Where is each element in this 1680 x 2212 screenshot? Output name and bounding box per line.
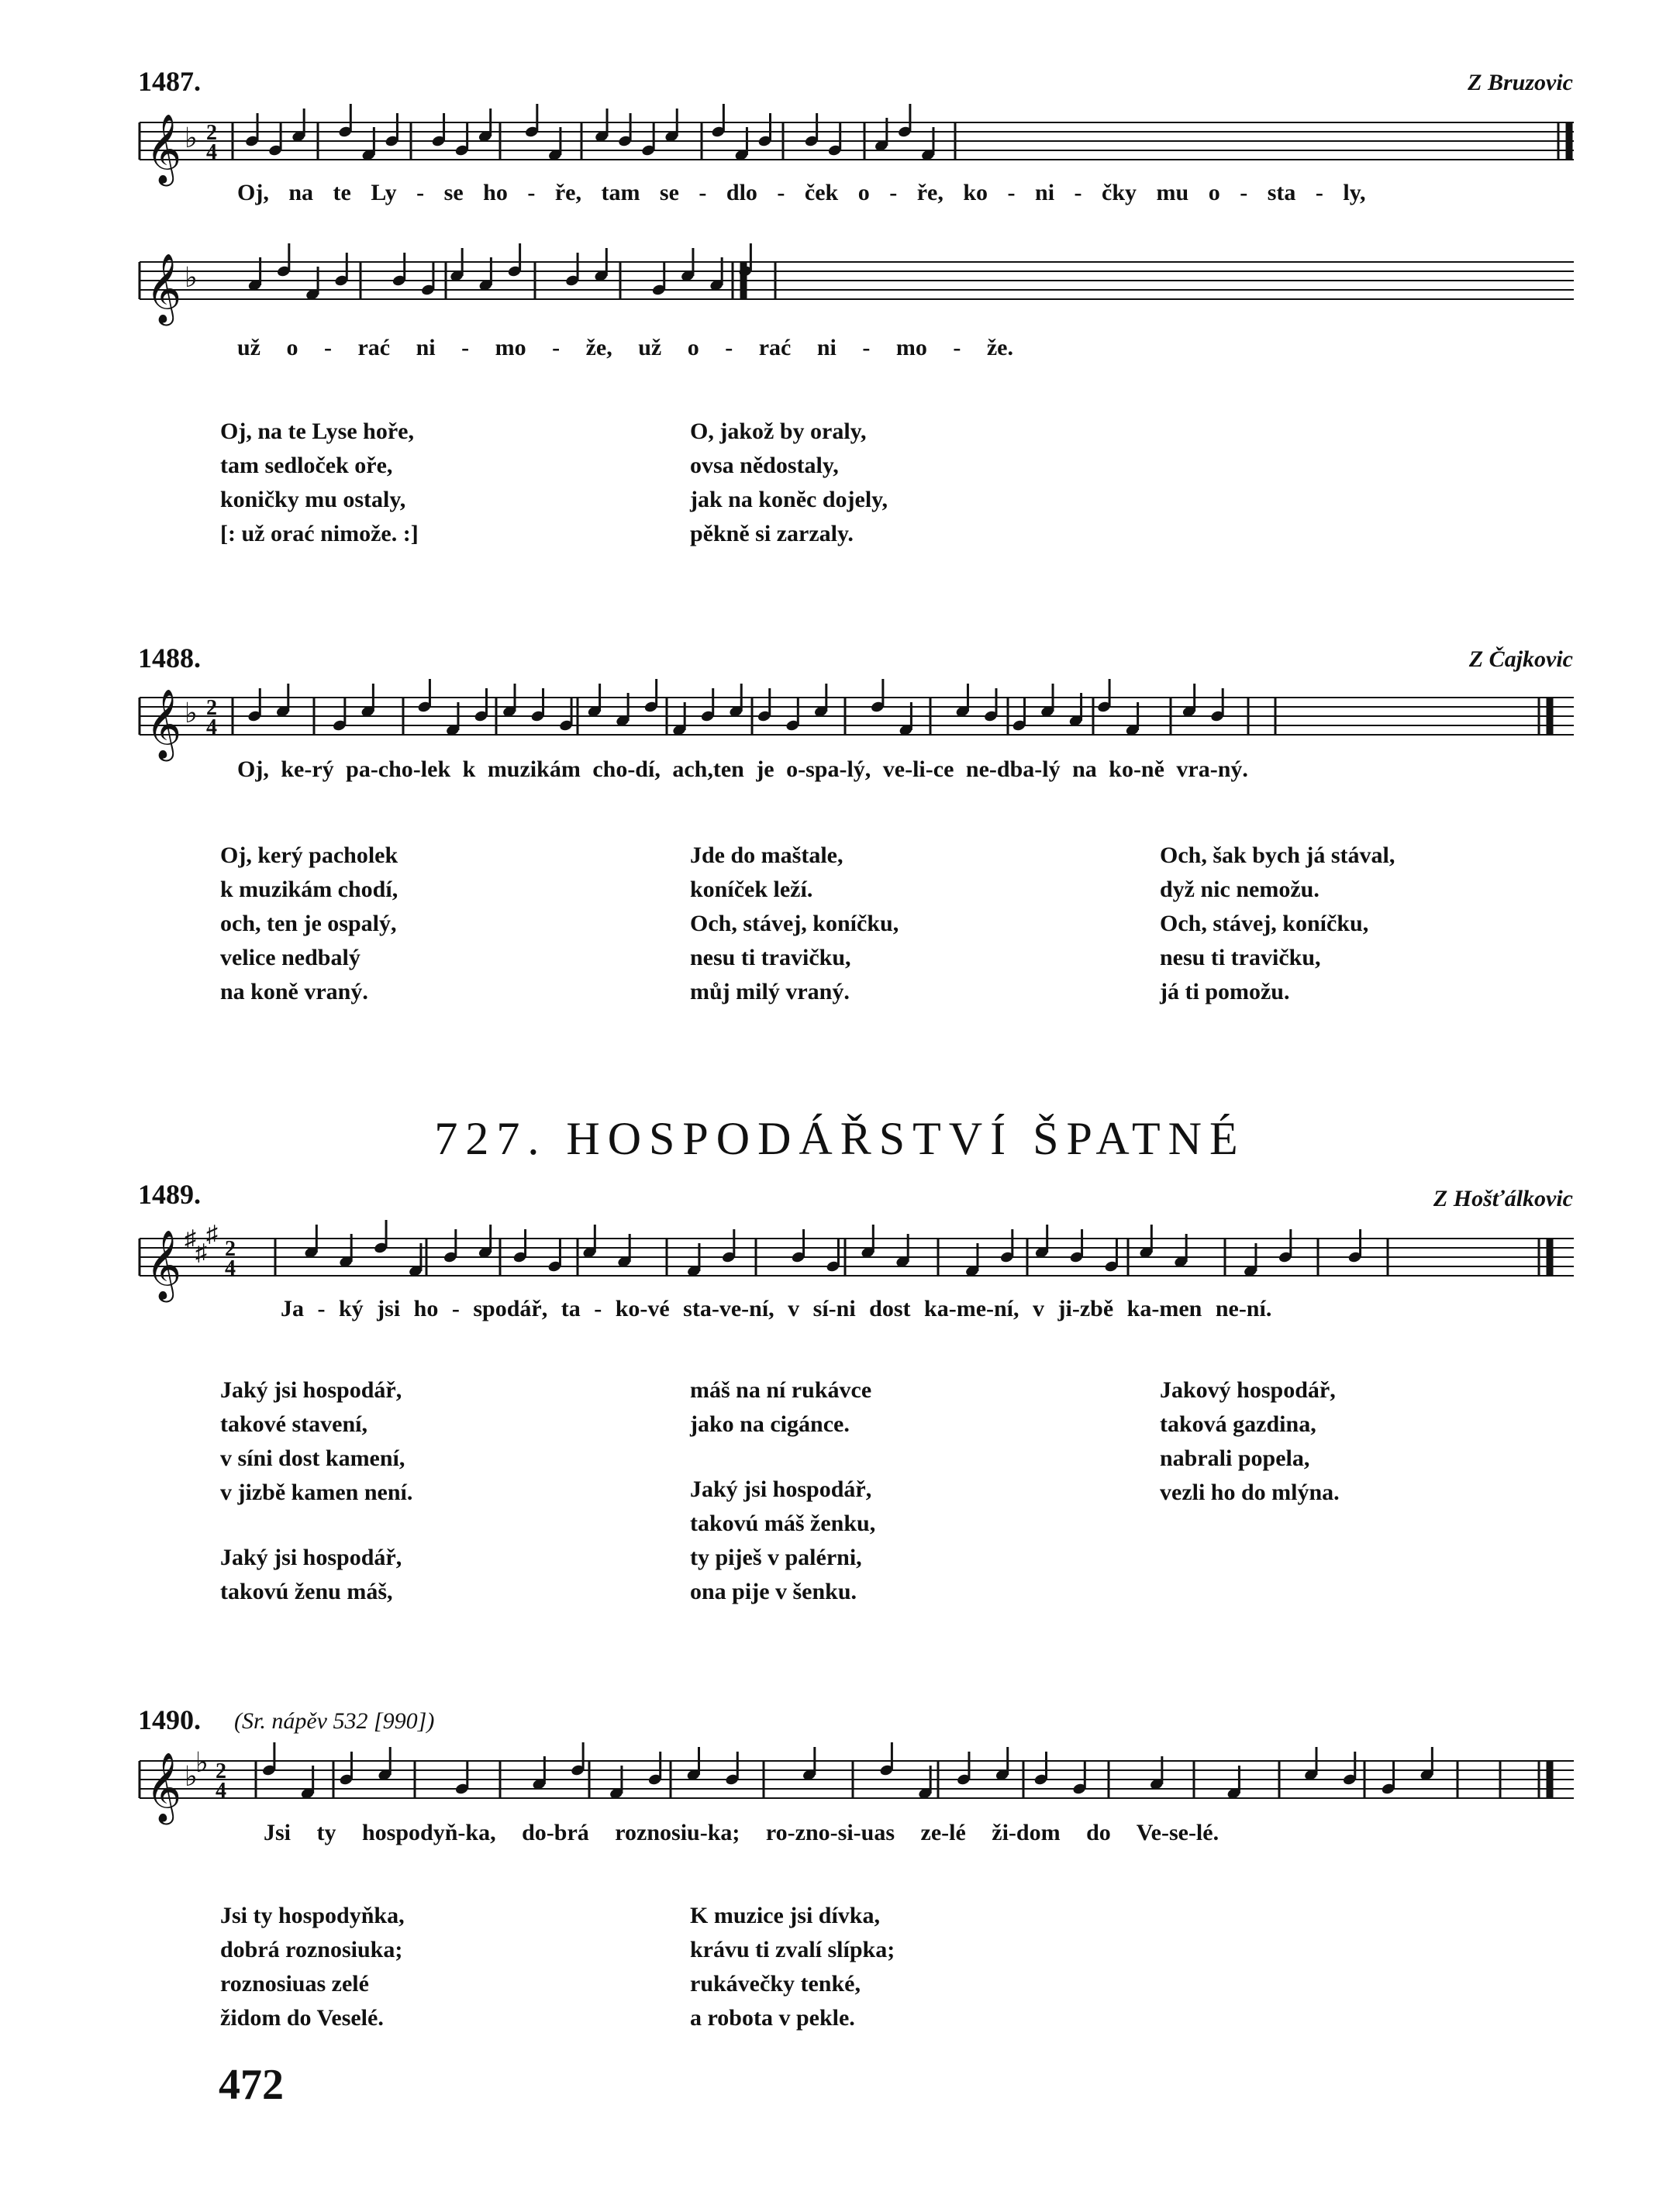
verse-line: O, jakož by oraly, — [690, 419, 867, 444]
verse-column — [690, 1899, 895, 2035]
lyrics-line: Oj, na te Ly - se ho - ře, tam se - dlo - ček o - ře, ko - ni - čky mu o - sta - ly, — [237, 180, 1366, 205]
flat-icon: ♭ — [185, 698, 198, 729]
time-signature-bottom: 4 — [206, 715, 217, 739]
flat-icon: ♭ — [185, 122, 198, 153]
verse-line: Jaký jsi hospodář, — [220, 1377, 402, 1403]
music-staff — [0, 1221, 1680, 1298]
verse-line: Jakový hospodář, — [1160, 1377, 1336, 1403]
verse-line: K muzice jsi dívka, — [690, 1903, 880, 1928]
music-staff — [0, 682, 1680, 757]
verse-line: židom do Veselé. — [220, 2005, 384, 2031]
time-signature-bottom: 4 — [225, 1256, 236, 1280]
verse-line: tam sedloček oře, — [220, 453, 393, 478]
verse-line: Jde do maštale, — [690, 842, 843, 868]
sharp-icon: ♯ — [185, 1226, 196, 1252]
music-staff — [0, 107, 1680, 182]
verse-line: nabrali popela, — [1160, 1445, 1310, 1471]
verse-column — [690, 415, 888, 551]
song-number: 1489. — [138, 1179, 201, 1210]
verse-line: ona pije v šenku. — [690, 1579, 857, 1604]
verse-line: v jizbě kamen není. — [220, 1480, 413, 1505]
treble-clef-icon: 𝄞 — [146, 1753, 182, 1821]
verse-column — [220, 1373, 412, 1609]
verse-line: Jsi ty hospodyňka, — [220, 1903, 405, 1928]
song-source: Z Bruzovic — [1468, 70, 1573, 95]
lyrics-line: Jsi ty hospodyň-ka, do-brá roznosiu-ka; ro-zno-si-uas ze-lé ži-dom do Ve-se-lé. — [264, 1820, 1219, 1845]
verse-line: rukávečky tenké, — [690, 1971, 861, 1997]
song-number: 1488. — [138, 643, 201, 674]
verse-line: koníček leží. — [690, 877, 813, 902]
lyrics-line: Ja - ký jsi ho - spodář, ta - ko-vé sta-ve-ní, v sí-ni dost ka-me-ní, v ji-zbě ka-men ne-ní. — [281, 1296, 1272, 1321]
flat-icon: ♭ — [185, 262, 198, 293]
song-number: 1490. — [138, 1704, 201, 1735]
sharp-icon: ♯ — [206, 1221, 218, 1247]
verse-line: taková gazdina, — [1160, 1411, 1316, 1437]
song-source: Z Čajkovic — [1468, 646, 1573, 672]
time-signature-bottom: 4 — [216, 1779, 226, 1803]
treble-clef-icon: 𝄞 — [146, 115, 182, 182]
verse-line: a robota v pekle. — [690, 2005, 855, 2031]
lyrics-line: už o - rać ni - mo - že, už o - rać ni - mo - že. — [237, 335, 1013, 360]
treble-clef-icon: 𝄞 — [146, 690, 182, 757]
treble-clef-icon: 𝄞 — [146, 1231, 182, 1298]
verse-line: nesu ti travičku, — [1160, 945, 1321, 970]
verse-line: Och, stávej, koníčku, — [690, 911, 899, 936]
verse-column — [220, 1899, 405, 2035]
verse-line: vezli ho do mlýna. — [1160, 1480, 1340, 1505]
time-signature-top: 2 — [206, 121, 217, 145]
time-signature-top: 2 — [206, 696, 217, 720]
verse-line: máš na ní rukávce — [690, 1377, 872, 1403]
flat-icon: ♭ — [195, 1747, 209, 1778]
verse-line: na koně vraný. — [220, 979, 368, 1004]
music-staff — [0, 246, 1680, 322]
verse-line: takové stavení, — [220, 1411, 367, 1437]
verse-line: Jaký jsi hospodář, — [220, 1545, 402, 1570]
verse-line: Och, šak bych já stával, — [1160, 842, 1395, 868]
verse-line: velice nedbalý — [220, 945, 360, 970]
verse-line: v síni dost kamení, — [220, 1445, 405, 1471]
sharp-icon: ♯ — [195, 1240, 207, 1266]
verse-line: koničky mu ostaly, — [220, 487, 406, 512]
verse-column — [1160, 1373, 1340, 1510]
verse-column — [690, 839, 899, 1009]
time-signature-bottom: 4 — [206, 140, 217, 164]
verse-column — [1160, 839, 1395, 1009]
verse-line: jako na cigánce. — [690, 1411, 850, 1437]
verse-line: dyž nic nemožu. — [1160, 877, 1320, 902]
verse-line: k muzikám chodí, — [220, 877, 398, 902]
verse-line: roznosiuas zelé — [220, 1971, 369, 1997]
verse-column — [220, 415, 419, 551]
verse-line: och, ten je ospalý, — [220, 911, 397, 936]
lyrics-line: Oj, ke-rý pa-cho-lek k muzikám cho-dí, ach,ten je o-spa-lý, ve-li-ce ne-dba-lý na ko-ně vra-ný. — [237, 756, 1248, 782]
verse-line: [: už orać nimože. :] — [220, 521, 419, 546]
verse-line: ty piješ v palérni, — [690, 1545, 862, 1570]
song-number: 1487. — [138, 66, 201, 97]
verse-line: já ti pomožu. — [1160, 979, 1290, 1004]
page-number: 472 — [219, 2061, 284, 2109]
verse-column — [690, 1373, 875, 1609]
treble-clef-icon: 𝄞 — [146, 254, 182, 322]
verse-line: nesu ti travičku, — [690, 945, 851, 970]
verse-line: ovsa nědostaly, — [690, 453, 839, 478]
song-reference: (Sr. nápěv 532 [990]) — [234, 1708, 435, 1734]
flat-icon: ♭ — [185, 1761, 198, 1792]
song-source: Z Hošťálkovic — [1433, 1186, 1573, 1211]
time-signature-top: 2 — [216, 1759, 226, 1783]
verse-line: Och, stávej, koníčku, — [1160, 911, 1369, 936]
verse-line: můj milý vraný. — [690, 979, 850, 1004]
verse-line: pěkně si zarzaly. — [690, 521, 854, 546]
verse-line: takovú máš ženku, — [690, 1511, 876, 1536]
verse-column — [220, 839, 398, 1009]
section-title: 727. HOSPODÁŘSTVÍ ŠPATNÉ — [434, 1113, 1246, 1164]
verse-line: Oj, kerý pacholek — [220, 842, 398, 868]
verse-line: dobrá roznosiuka; — [220, 1937, 403, 1962]
verse-line: takovú ženu máš, — [220, 1579, 393, 1604]
verse-line: jak na konĕc dojely, — [690, 487, 888, 512]
verse-line: Oj, na te Lyse hoře, — [220, 419, 414, 444]
music-staff — [0, 1745, 1680, 1821]
verse-line: krávu ti zvalí slípka; — [690, 1937, 895, 1962]
time-signature-top: 2 — [225, 1237, 236, 1261]
verse-line: Jaký jsi hospodář, — [690, 1476, 872, 1502]
